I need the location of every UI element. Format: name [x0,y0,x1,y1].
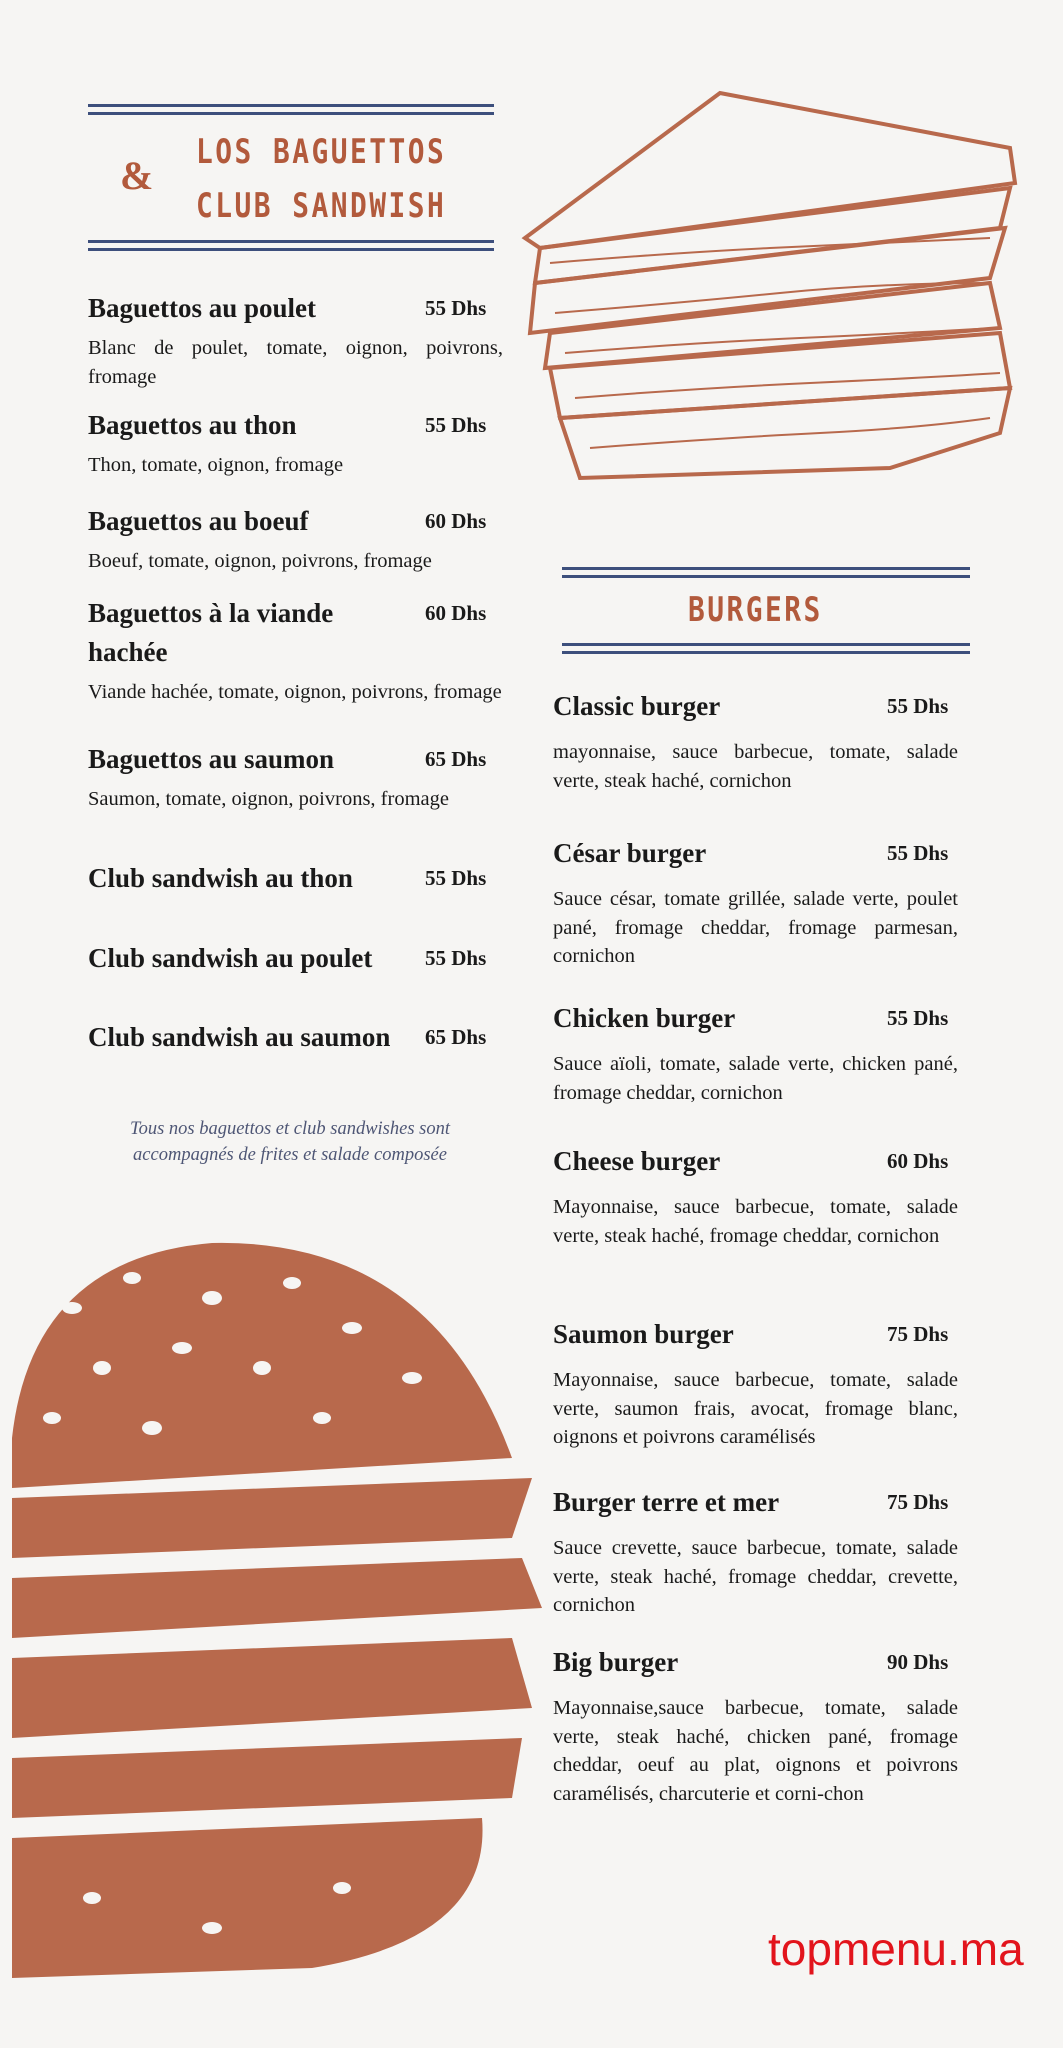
item-price: 55 Dhs [425,413,487,437]
menu-item [553,1315,958,1452]
item-price: 65 Dhs [425,747,487,771]
section-title-line2: CLUB SANDWISH [196,186,447,226]
accompaniment-note [90,1116,490,1168]
item-name: Club sandwish au saumon [88,1022,391,1052]
item-name: Baguettos à la viande hachée [88,598,334,667]
item-price: 55 Dhs [887,694,949,718]
item-price: 75 Dhs [887,1322,949,1346]
item-name: Chicken burger [553,1003,736,1033]
item-price: 60 Dhs [425,509,487,533]
menu-item [88,289,503,391]
item-price: 55 Dhs [887,841,949,865]
item-price: 55 Dhs [425,946,487,970]
item-name: Club sandwish au poulet [88,943,373,973]
item-name: Saumon burger [553,1319,734,1349]
header-rule [88,240,494,243]
menu-item [553,1483,958,1620]
menu-item [88,740,503,814]
item-name: Baguettos au poulet [88,293,317,323]
header-rule [88,112,494,115]
item-name: Cheese burger [553,1146,721,1176]
item-name: Baguettos au thon [88,410,297,440]
item-name: Big burger [553,1647,679,1677]
menu-item [553,999,958,1107]
header-rule [562,643,970,646]
header-rule [562,567,970,570]
header-rule [562,651,970,654]
item-name: Classic burger [553,691,721,721]
club-sandwich-illustration [520,88,1020,508]
item-description: Thon, tomate, oignon, fromage [88,454,344,476]
item-description: Blanc de poulet, tomate, oignon, poivrons, fromage [88,337,503,388]
item-name: Burger terre et mer [553,1487,780,1517]
menu-item [88,859,503,898]
watermark-topmenu: topmenu.ma [768,1923,1024,1975]
item-name: Baguettos au boeuf [88,506,309,536]
item-price: 75 Dhs [887,1490,949,1514]
menu-item [553,687,958,795]
item-price: 90 Dhs [887,1650,949,1674]
item-description: Mayonnaise, sauce barbecue, tomate, salade verte, steak haché, fromage cheddar, cornichon [553,1196,958,1247]
item-price: 55 Dhs [425,296,487,320]
item-description: Sauce aïoli, tomate, salade verte, chicken pané, fromage cheddar, cornichon [553,1053,958,1104]
note-line: Tous nos baguettos et club sandwishes sont [129,1119,450,1139]
item-price: 60 Dhs [425,601,487,625]
item-name: César burger [553,838,707,868]
menu-item [553,1142,958,1250]
header-rule [562,575,970,578]
item-description: Viande hachée, tomate, oignon, poivrons, fromage [88,681,502,703]
menu-item [553,1643,958,1808]
ampersand: & [120,153,154,198]
menu-item [88,594,503,707]
item-description: Mayonnaise,sauce barbecue, tomate, salade verte, steak haché, chicken pané, fromage cheddar, oeuf au plat, oignons et poivrons caramélisés, charcuterie et corni-chon [553,1697,958,1805]
header-rule [88,248,494,251]
burger-illustration [12,1238,542,1978]
section-title-line1: LOS BAGUETTOS [196,132,447,172]
item-description: Sauce crevette, sauce barbecue, tomate, salade verte, steak haché, fromage cheddar, crevette, cornichon [553,1537,958,1616]
menu-item [88,1018,503,1057]
item-price: 65 Dhs [425,1025,487,1049]
item-description: mayonnaise, sauce barbecue, tomate, salade verte, steak haché, cornichon [553,741,958,792]
item-description: Sauce césar, tomate grillée, salade verte, poulet pané, fromage cheddar, fromage parmesan, cornichon [553,888,958,967]
menu-item [88,502,503,576]
menu-item [88,939,503,978]
section-title-burgers: BURGERS [688,590,823,630]
header-rule [88,104,494,107]
item-description: Mayonnaise, sauce barbecue, tomate, salade verte, saumon frais, avocat, fromage blanc, oignons et poivrons caramélisés [553,1369,958,1448]
item-description: Boeuf, tomate, oignon, poivrons, fromage [88,550,432,572]
item-description: Saumon, tomate, oignon, poivrons, fromage [88,788,449,810]
menu-item [88,406,503,480]
item-price: 55 Dhs [887,1006,949,1030]
item-price: 55 Dhs [425,866,487,890]
item-name: Baguettos au saumon [88,744,335,774]
note-line: accompagnés de frites et salade composée [133,1145,447,1165]
item-name: Club sandwish au thon [88,863,353,893]
menu-item [553,834,958,971]
item-price: 60 Dhs [887,1149,949,1173]
